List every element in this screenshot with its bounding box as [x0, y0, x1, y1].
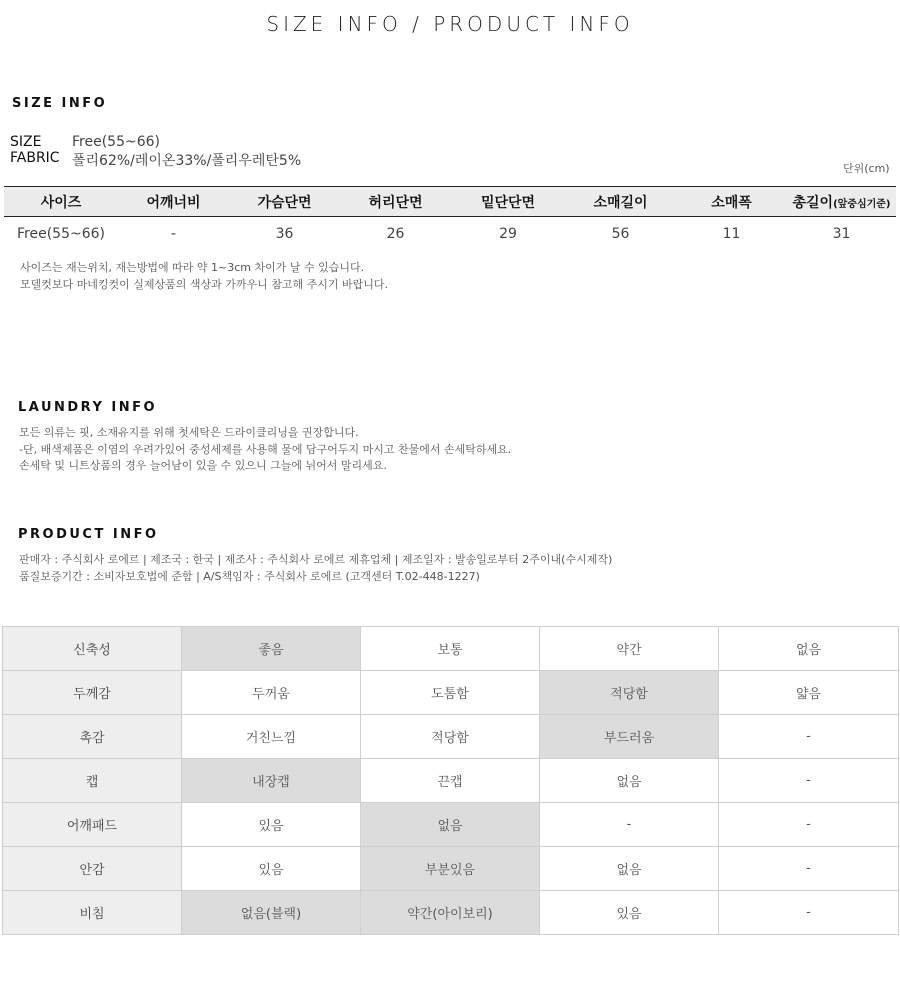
property-option: 끈캡: [361, 759, 540, 803]
property-option: 적당함: [361, 715, 540, 759]
sleeve-length-column-header: 소매길이: [565, 187, 676, 217]
property-option: 두꺼움: [182, 671, 361, 715]
property-label: 캡: [3, 759, 182, 803]
sleeve-length-cell: 56: [611, 225, 630, 242]
property-option: 없음: [540, 847, 719, 891]
table-row: [3, 627, 899, 671]
table-row: [3, 759, 899, 803]
property-option: 약간(아이보리): [361, 891, 540, 935]
total-length-cell: 31: [832, 225, 851, 242]
size-info-heading: SIZE INFO: [12, 96, 108, 111]
product-notes: [19, 552, 612, 585]
table-row: [3, 671, 899, 715]
total-length-column-header: [787, 187, 896, 217]
hem-cell: 29: [499, 225, 517, 242]
property-option: 없음: [719, 627, 899, 671]
property-label: 어깨패드: [3, 803, 182, 847]
size-table-header: [4, 187, 896, 217]
total-length-label: 총길이: [792, 194, 834, 211]
shoulder-cell: -: [170, 225, 177, 242]
laundry-notes: [19, 425, 511, 475]
property-option: 보통: [361, 627, 540, 671]
waist-cell: 26: [386, 225, 405, 242]
size-label: SIZE: [10, 134, 42, 150]
property-option: 부드러움: [540, 715, 719, 759]
fabric-label: FABRIC: [10, 150, 60, 166]
property-option: 없음(블랙): [182, 891, 361, 935]
laundry-note-line: 모든 의류는 핏, 소재유지를 위해 첫세탁은 드라이클리닝을 권장합니다.: [19, 426, 359, 439]
waist-column-header: 허리단면: [340, 187, 451, 217]
property-option: -: [540, 803, 719, 847]
size-table: [4, 186, 896, 250]
size-cell: Free(55~66): [17, 225, 105, 242]
laundry-note-line: -단, 배색제품은 이염의 우려가있어 중성세제를 사용해 물에 담구어두지 마시고 찬물에서 손세탁하세요.: [19, 442, 512, 456]
property-option: -: [719, 891, 899, 935]
product-info-line: 판매자 : 주식회사 로에르 | 제조국 : 한국 | 제조사 : 주식회사 로에르 제휴업체 | 제조일자 : 발송일로부터 2주이내(수시제작): [19, 553, 613, 566]
sleeve-width-cell: 11: [722, 225, 741, 242]
property-label: 신축성: [3, 627, 182, 671]
chest-column-header: 가슴단면: [229, 187, 340, 217]
property-label: 안감: [3, 847, 182, 891]
property-option: 내장캡: [182, 759, 361, 803]
property-option: 없음: [361, 803, 540, 847]
property-option: -: [719, 847, 899, 891]
property-option: 얇음: [719, 671, 899, 715]
laundry-note-line: 손세탁 및 니트상품의 경우 늘어남이 있을 수 있으니 그늘에 뉘어서 말리세요.: [19, 459, 387, 472]
table-row: [3, 847, 899, 891]
table-row: [3, 891, 899, 935]
page-title: SIZE INFO / PRODUCT INFO: [266, 12, 634, 36]
property-label: 비침: [3, 891, 182, 935]
size-notes: [20, 260, 388, 293]
property-option: 약간: [540, 627, 719, 671]
chest-cell: 36: [275, 225, 294, 242]
property-option: 있음: [540, 891, 719, 935]
size-column-header: 사이즈: [4, 187, 118, 217]
property-option: -: [719, 803, 899, 847]
table-row: [3, 803, 899, 847]
property-option: 적당함: [540, 671, 719, 715]
shoulder-column-header: 어깨너비: [118, 187, 229, 217]
table-row: [4, 217, 896, 251]
unit-label: 단위(cm): [843, 162, 890, 175]
laundry-info-heading: LAUNDRY INFO: [18, 400, 158, 415]
property-option: 있음: [182, 847, 361, 891]
property-option: 없음: [540, 759, 719, 803]
property-option: -: [719, 715, 899, 759]
size-note-line: 모델컷보다 마네킹컷이 실제상품의 색상과 가까우니 참고해 주시기 바랍니다.: [20, 277, 389, 291]
property-option: 거친느낌: [182, 715, 361, 759]
property-option: 부분있음: [361, 847, 540, 891]
property-label: 촉감: [3, 715, 182, 759]
total-length-sub-label: (앞중심기준): [833, 198, 891, 210]
product-info-heading: PRODUCT INFO: [18, 527, 159, 542]
size-value: Free(55~66): [72, 134, 160, 150]
size-note-line: 사이즈는 재는위치, 재는방법에 따라 약 1~3cm 차이가 날 수 있습니다.: [20, 261, 365, 274]
table-row: [3, 715, 899, 759]
sleeve-width-column-header: 소매폭: [676, 187, 787, 217]
fabric-value: 폴리62%/레이온33%/폴리우레탄5%: [72, 153, 302, 169]
product-info-line: 품질보증기간 : 소비자보호법에 준함 | A/S책임자 : 주식회사 로에르 (고객센터 T.02-448-1227): [19, 569, 480, 583]
property-option: 도톰함: [361, 671, 540, 715]
hem-column-header: 밑단단면: [451, 187, 565, 217]
property-option: -: [719, 759, 899, 803]
property-option: 좋음: [182, 627, 361, 671]
property-table: [2, 626, 899, 935]
property-option: 있음: [182, 803, 361, 847]
property-label: 두께감: [3, 671, 182, 715]
